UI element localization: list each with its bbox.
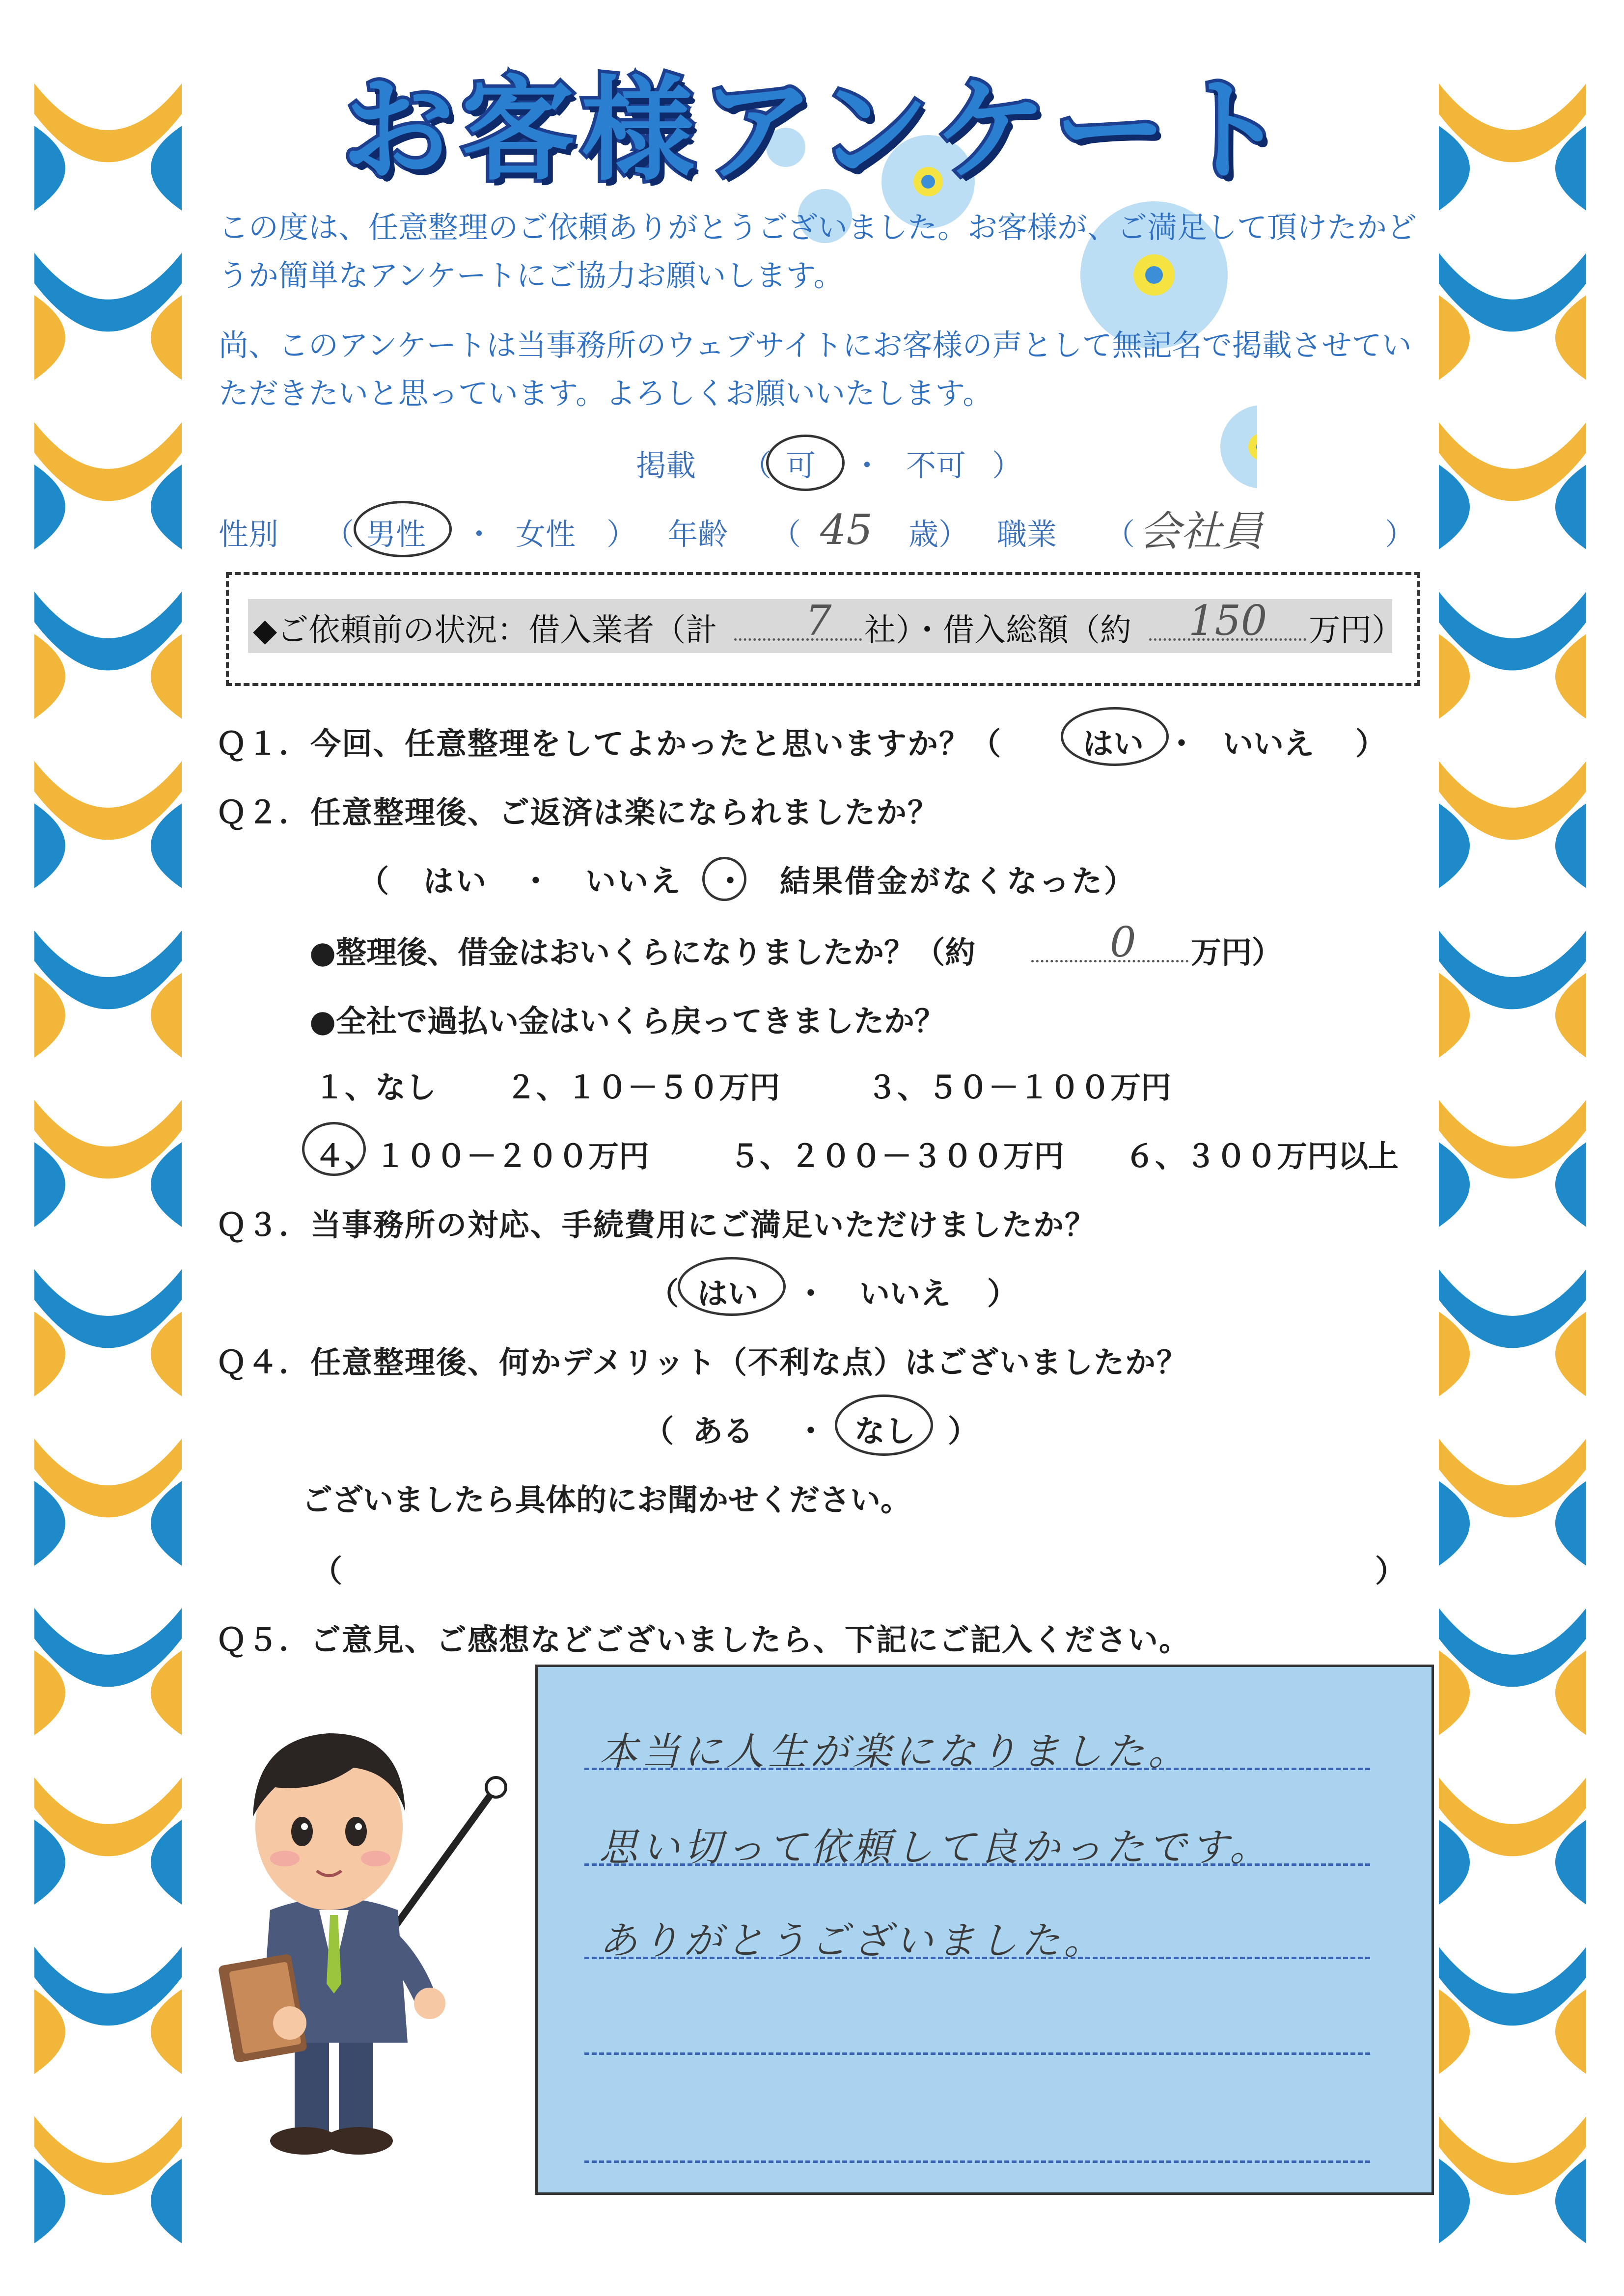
refund-choice-6[interactable]: ６、３００万円以上 xyxy=(1125,1138,1399,1174)
gender-close: ） xyxy=(606,517,637,552)
q2-refund-question: ●全社で過払い金はいくら戻ってきましたか？ xyxy=(309,1003,945,1039)
border-petal xyxy=(1439,1439,1586,1566)
job-value[interactable]: 会社員 xyxy=(1139,507,1264,555)
lenders-value[interactable]: 7 xyxy=(805,597,832,645)
q3-question: Ｑ３．当事務所の対応、手続費用にご満足いただけましたか？ xyxy=(216,1207,1097,1243)
q4-sep: ・ xyxy=(796,1413,826,1449)
q3-yes-circle-mark xyxy=(678,1257,786,1316)
q2-result-circle-mark xyxy=(702,857,746,901)
q4-open: （ xyxy=(643,1413,674,1449)
comment-text-line: 本当に人生が楽になりました。 xyxy=(599,1730,1191,1774)
status-suffix: 万円） xyxy=(1309,612,1403,649)
publish-no-option[interactable]: 不可 xyxy=(906,448,966,483)
border-petal xyxy=(34,592,182,719)
border-petal xyxy=(34,1947,182,2074)
q4-detail-prompt: ございましたら具体的にお聞かせください。 xyxy=(302,1482,911,1518)
border-petal xyxy=(1439,253,1586,380)
gender-male-option[interactable]: 男性 xyxy=(366,517,426,552)
intro-line: うか簡単なアンケートにご協力お願いします。 xyxy=(219,258,844,293)
status-prefix: ◆ご依頼前の状況：借入業者（計 xyxy=(253,612,717,649)
border-petal xyxy=(1439,1777,1586,1905)
border-petal xyxy=(34,930,182,1058)
q4-no-option[interactable]: なし xyxy=(854,1413,916,1449)
comment-line xyxy=(584,2160,1370,2163)
refund-choice-5[interactable]: ５、２００－３００万円 xyxy=(729,1138,1065,1174)
border-petal xyxy=(34,1439,182,1566)
border-petal xyxy=(34,253,182,380)
border-petal xyxy=(1439,1100,1586,1227)
job-label: 職業 xyxy=(997,517,1057,552)
age-unit: 歳） xyxy=(908,517,969,552)
border-petal xyxy=(34,1777,182,1905)
q3-sep: ・ xyxy=(796,1276,826,1312)
border-petal xyxy=(34,1100,182,1227)
q1-sep: ・ xyxy=(1166,726,1197,762)
intro-line: ただきたいと思っています。よろしくお願いいたします。 xyxy=(219,376,993,411)
debt-value[interactable]: 0 xyxy=(1110,918,1136,966)
publish-yes-circle-mark xyxy=(766,435,845,491)
q2-debt-question: ●整理後、借金はおいくらになりましたか？（約 xyxy=(309,934,976,970)
comment-line xyxy=(584,2052,1370,2055)
q3-no-option[interactable]: いいえ xyxy=(859,1276,951,1312)
q3-yes-option[interactable]: はい xyxy=(697,1276,759,1312)
refund-choice-4-circle-mark xyxy=(302,1122,366,1176)
refund-choice-1[interactable]: １、なし xyxy=(314,1069,437,1105)
gender-sep: ・ xyxy=(464,517,495,552)
border-petal xyxy=(34,422,182,549)
border-petal xyxy=(1439,83,1586,211)
refund-choice-4[interactable]: ４、１００－２００万円 xyxy=(314,1138,650,1174)
decorative-border-left xyxy=(34,83,182,2259)
gender-open: （ xyxy=(324,517,355,552)
publish-close: ） xyxy=(992,448,1022,483)
age-open: （ xyxy=(771,517,801,552)
intro-paragraph-1 xyxy=(219,204,1436,300)
q4-no-circle-mark xyxy=(835,1394,933,1456)
refund-choice-3[interactable]: ３、５０－１００万円 xyxy=(867,1069,1172,1105)
q2-question: Ｑ２．任意整理後、ご返済は楽になられましたか？ xyxy=(216,794,939,830)
q4-detail-close: ） xyxy=(1375,1553,1406,1589)
total-value[interactable]: 150 xyxy=(1188,597,1267,645)
publish-sep: ・ xyxy=(852,448,882,483)
q1-close: ） xyxy=(1355,726,1386,762)
job-close: ） xyxy=(1385,517,1415,552)
publish-yes-option[interactable]: 可 xyxy=(786,448,816,483)
comment-text-line: 思い切って依頼して良かったです。 xyxy=(599,1826,1272,1870)
gender-female-option[interactable]: 女性 xyxy=(516,517,576,552)
q4-close: ） xyxy=(948,1413,979,1449)
border-petal xyxy=(1439,1269,1586,1396)
decorative-border-right xyxy=(1439,83,1586,2259)
comment-text-line: ありがとうございました。 xyxy=(599,1919,1106,1963)
q2-options[interactable]: （ はい ・ いいえ ・ 結果借金がなくなった） xyxy=(358,863,1137,899)
intro-line: 尚、このアンケートは当事務所のウェブサイトにお客様の声として無記名で掲載させてい xyxy=(219,328,1412,363)
border-petal xyxy=(34,761,182,888)
lenders-underline xyxy=(734,638,862,641)
q3-open: （ xyxy=(648,1276,679,1312)
border-petal xyxy=(1439,761,1586,888)
q3-close: ） xyxy=(987,1276,1018,1312)
refund-choice-2[interactable]: ２、１０－５０万円 xyxy=(506,1069,780,1105)
border-petal xyxy=(1439,930,1586,1058)
q5-question: Ｑ５．ご意見、ご感想などございましたら、下記にご記入ください。 xyxy=(216,1622,1191,1658)
gender-male-circle-mark xyxy=(354,501,452,557)
border-petal xyxy=(34,1269,182,1396)
q1-yes-option[interactable]: はい xyxy=(1083,726,1144,762)
q1-question: Ｑ１．今回、任意整理をしてよかったと思いますか？（ xyxy=(216,726,1002,762)
border-petal xyxy=(1439,592,1586,719)
q4-detail-open: （ xyxy=(312,1553,343,1589)
q4-yes-option[interactable]: ある xyxy=(692,1413,754,1449)
intro-paragraph-2 xyxy=(219,322,1436,418)
border-petal xyxy=(1439,422,1586,549)
border-petal xyxy=(1439,1608,1586,1735)
publish-label: 掲載 xyxy=(636,448,696,483)
border-petal xyxy=(34,1608,182,1735)
age-value[interactable]: 45 xyxy=(820,506,873,554)
age-label: 年齢 xyxy=(668,517,728,552)
border-petal xyxy=(34,2116,182,2243)
publish-row xyxy=(636,442,696,485)
q1-no-option[interactable]: いいえ xyxy=(1223,726,1315,762)
job-open: （ xyxy=(1105,517,1135,552)
border-petal xyxy=(34,83,182,211)
gender-label: 性別 xyxy=(219,517,279,552)
border-petal xyxy=(1439,1947,1586,2074)
businessman-illustration xyxy=(206,1679,521,2160)
intro-line: この度は、任意整理のご依頼ありがとうございました。お客様が、ご満足して頂けたかど xyxy=(219,210,1417,245)
q4-question: Ｑ４．任意整理後、何かデメリット（不利な点）はございましたか？ xyxy=(216,1344,1188,1380)
publish-open: （ xyxy=(742,448,772,483)
page-title: お客様アンケート xyxy=(341,65,1294,196)
q1-yes-circle-mark xyxy=(1061,707,1169,766)
status-mid: 社）・借入総額（約 xyxy=(864,612,1131,649)
border-petal xyxy=(1439,2116,1586,2243)
debt-unit: 万円） xyxy=(1191,934,1283,970)
